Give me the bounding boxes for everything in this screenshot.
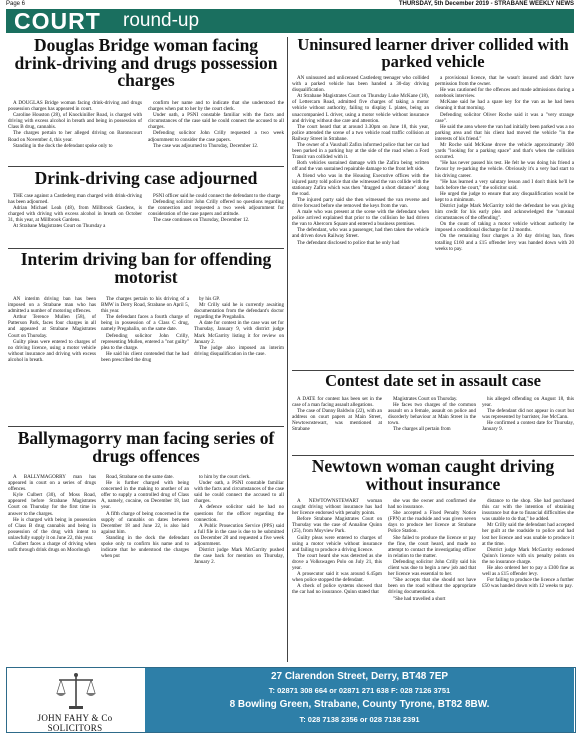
paragraph: "He has never passed his test. He felt he was doing his friend a favour by re-parking the vehicle. Obviously it's a very bad start to his driving career. [435, 160, 574, 179]
story-separator [8, 166, 284, 167]
paragraph: by his GP. [199, 296, 220, 302]
story-interim-col1 [8, 296, 96, 422]
paragraph: The charges pertain to his driving of a BMW in Derry Road, Strabane on April 5, this year. [101, 296, 189, 315]
story-adjourned-col1 [8, 193, 142, 245]
paragraph: A prosecutor said it was around 6.45pm when police stopped the defendant. [292, 571, 382, 584]
paragraph: District judge Mark McGarrity told the defendant he was giving him credit for his early plea and acknowledged the "unusual circumstances of the offending". [435, 202, 574, 222]
phone-derry: T: 02871 308 664 or 02871 271 638 F: 028 7126 3751 [268, 686, 451, 695]
paragraph: Under oath, a PSNI constable familiar with the facts and circumstances of the case said he could connect the accused to all charges. [194, 480, 284, 505]
paragraph: Arthur Terence Mullen (58), of Patterson Park, faces four charges in all and appeared at Strabane Magistrates Court on Thursday. [8, 314, 96, 339]
paragraph: The case continues on Thursday, December 12. [153, 217, 250, 224]
paragraph: A male who was present at the scene with the defendant when police arrived explained that prior to the collision he had driven the van to Abercorn Square and entered a business premises. [292, 209, 429, 228]
paragraph: Kyle Culbert (30), of Moss Road, appeared before Strabane Magistrates Court on Thursday for the first time in answer to the charges. [8, 492, 96, 517]
story-contest-col2 [388, 396, 476, 452]
paragraph: confirm her name and to indicate that she understood the charges when put to her by the court clerk. [148, 100, 284, 113]
headline-ballymagorry: Ballymagorry man facing series of drugs offences [17, 428, 275, 466]
paragraph: Defending solicitor Oliver Roche said it was a "very strange case". [435, 111, 574, 124]
column-divider [287, 37, 288, 662]
story-douglas-col2 [148, 100, 284, 162]
paragraph: He said his client contended that he had been prescribed the drug [101, 350, 189, 363]
paragraph: McKane said he had a spare key for the van as he had been cleaning it that morning. [435, 99, 574, 112]
paragraph: On the count of taking a motor vehicle without authority he imposed a conditional discharge for 12 months. [435, 221, 574, 234]
paragraph: She accepted a Fixed Penalty Notice (FPN) at the roadside and was given seven days to produce her licence at Strabane Police Station. [388, 510, 476, 535]
paragraph: Mr Roche said McKane drove the vehicle approximately 300 yards "looking for a parking space" and that's when the collision occurred. [435, 142, 574, 161]
paragraph: He said the area where the van had initially been parked was a no parking area and that his client had moved the vehicle "in the interests of his friend." [435, 123, 574, 142]
headline-contest: Contest date set in assault case [325, 371, 541, 390]
story-separator [8, 426, 284, 427]
headline-adjourned: Drink-driving case adjourned [34, 168, 258, 188]
paragraph: Culbert faces a charge of driving when unfit through drink drugs on Moorlough [8, 541, 96, 554]
paragraph: Magistrates Court on Thursday. [393, 396, 458, 402]
paragraph: He urged the judge to ensure that any disqualification would be kept to a minimum. [435, 190, 574, 203]
paragraph: At Strabane Magistrates Court on Thursday a [13, 223, 106, 230]
paragraph: Before Strabane Magistrates Court on Thursday was the case of Annaline Quinn (25), from Moyview Park. [292, 516, 382, 535]
scales-of-justice-icon [54, 671, 98, 711]
paragraph: AN interim driving ban has been imposed on a Strabane man who has admitted a number of motoring offences. [8, 296, 96, 315]
headline-newtown: Newtown woman caught driving without insurance [311, 456, 555, 494]
paragraph: PSNI officer said he could connect the defendant to the charge [153, 193, 281, 199]
firm-name: JOHN FAHY & Co SOLICITORS [37, 713, 113, 733]
address-derry: 27 Clarendon Street, Derry, BT48 7EP [270, 671, 449, 682]
paragraph: Guilty pleas were entered to charges of no driving licence, using a motor vehicle without insurance and driving with excess alcohol in breath. [8, 338, 96, 363]
address-strabane: 8 Bowling Green, Strabane, County Tyrone, BT82 8BW. [229, 699, 490, 710]
story-ballymagorry-col2 [101, 474, 189, 660]
paragraph: Under oath, a PSNI constable familiar with the facts and circumstances of the case said he could connect the accused to all charges. [148, 112, 284, 131]
paragraph: The injured party said she then witnessed the van reverse and drive forward before she removed the keys from the van. [292, 196, 429, 209]
paragraph: A date for contest in the case was set for Thursday, January 9, with district judge Mark McGarrity listing it for review on January 2. [194, 320, 284, 345]
date-line: THURSDAY, 5th December 2019 - STRABANE WEEKLY NEWS [398, 1, 574, 7]
paragraph: He also ordered her to pay a £300 fine as well as a £15 offender levy. [482, 565, 574, 578]
paragraph: A DATE for contest has been set in the case of a man facing assault allegations. [292, 396, 382, 409]
story-interim-col2 [101, 296, 189, 422]
paragraph: "She had travelled a short [393, 595, 446, 602]
paragraph: A NEWTOWNSTEWART woman caught driving without insurance has had her licence endorsed with penalty points. [292, 498, 382, 517]
story-newtown-col2 [388, 498, 476, 662]
paragraph: The defendant faces a fourth charge of being in possession of a Class C drug, namely Pregabalin, on the same date. [101, 314, 189, 333]
story-douglas-col1 [8, 100, 142, 162]
paragraph: He is charged with being in possession of Class B drug cannabis and being in possession of the drug with intent to unlawfully supply it on June 22, this year. [8, 516, 96, 541]
paragraph: On the remaining four charges a 30 day driving ban, fines totalling £160 and a £15 offender levy was handed down with 20 weeks to pay. [435, 233, 574, 252]
paragraph: Adrian Michael Leah (48), from Millbrook Gardens, is charged with driving with excess alcohol in breath on October 31, this year, at Millbrook Gardens. [8, 205, 142, 224]
paragraph: distance to the shop. She had purchased this car with the intention of obtaining insurance but due to financial difficulties she was unable to do that," he added. [482, 498, 574, 523]
banner-title: COURT [14, 8, 101, 34]
story-contest-col3 [482, 396, 574, 452]
paragraph: "He has learned a very salutary lesson and I don't think he'll be back before the court," the solicitor said. [435, 178, 574, 191]
paragraph: Defending solicitor John Crilly, representing Mullen, entered a "not guilty" plea to the charge. [101, 332, 189, 351]
story-contest-col1 [292, 396, 382, 452]
paragraph: For failing to produce the licence a further £50 was handed down with 12 weeks to pay. [482, 577, 574, 590]
story-ballymagorry-col3 [194, 474, 284, 660]
paragraph: The judge also imposed an interim driving disqualification in the case. [194, 344, 284, 357]
paragraph: The defendant disclosed to police that he only had [297, 239, 400, 246]
paragraph: He faces two charges of the common assault on a female, assault on police and disorderly behaviour at Main Street in the town. [388, 402, 476, 427]
paragraph: A defence solicitor said he had no questions for the officer regarding the connection. [194, 504, 284, 523]
paragraph: Road, Strabane on the same date. [106, 474, 174, 480]
paragraph: Defending solicitor John Crilly said his client was due to begin a new job and that her licence was essential to her. [388, 558, 476, 578]
paragraph: Standing in the dock the defendant spoke only to [13, 142, 113, 149]
headline-douglas: Douglas Bridge woman facing drink-driving and drugs possession charges [14, 35, 278, 90]
paragraph: Both vehicles sustained damage with the Zafira being written off and the van sustained repairable damage to the front left side. [292, 160, 429, 173]
banner-subtitle: round-up [123, 10, 200, 31]
paragraph: THE case against a Castlederg man charged with drink-driving has been adjourned. [8, 193, 142, 206]
paragraph: The charges all pertain from [393, 426, 451, 433]
paragraph: District judge Mark McGarrity pushed the case back for mention on Thursday, January 2. [194, 547, 284, 566]
story-interim-col3 [194, 296, 284, 422]
paragraph: The defendant did not appear in court but was represented by barrister, Joe McCann. [482, 408, 574, 421]
paragraph: District judge Mark McGarrity endorsed Quinn's licence with six penalty points on the no insurance charge. [482, 546, 574, 565]
paragraph: A DOUGLAS Bridge woman facing drink-driving and drugs possession charges has appeared in court. [8, 100, 142, 113]
paragraph: Caroline Houston (28), of Knockiniller Road, is charged with driving with excess alcohol in breath and being in possession of Class B drug, cannabis. [8, 112, 142, 131]
story-newtown-col1 [292, 498, 382, 662]
paragraph: He is further charged with being concerned in the making to another of an offer to supply a controlled drug of Class A, namely, cocaine, on December 18, last year. [101, 480, 189, 511]
paragraph: He was cautioned for the offences and made admissions during a notebook interview. [435, 87, 574, 100]
paragraph: Mr Crilly said the defendant had accepted her guilt at the roadside to police and had lost her licence and was unable to produce it at the time. [482, 522, 574, 547]
paragraph: Defending solicitor John Crilly requested a two week adjournment to consider the case papers. [148, 130, 284, 143]
paragraph: Mr Crilly said he is currently awaiting documentation from the defendant's doctor regarding the Pregabalin. [194, 302, 284, 321]
paragraph: his alleged offending on August 18, this year. [482, 396, 574, 409]
paragraph: She failed to produce the licence or pay the fine, the court heard, and made no attempt to contact the investigating officer in relation to the matter. [388, 534, 476, 559]
paragraph: Guilty pleas were entered to charges of using a motor vehicle without insurance and failing to produce a driving licence. [292, 534, 382, 553]
paragraph: The charges pertain to her alleged driving on Baronscourt Road on November 4, this year. [8, 130, 142, 143]
paragraph: a provisional licence, that he wasn't insured and didn't have permission from the owner. [435, 75, 574, 88]
paragraph: "She accepts that she should not have been on the road without the appropriate driving documentation. [388, 577, 476, 596]
paragraph: The case of Danny Baldwin (22), with an address on court papers at Main Street, Newtownstewart, was mentioned at Strabane [292, 408, 382, 433]
paragraph: to him by the court clerk. [199, 474, 251, 480]
paragraph: He confirmed a contest date for Thursday, January 9. [482, 420, 574, 433]
paragraph: A check of police systems showed that the car had no insurance. Quinn stated that [292, 583, 382, 596]
paragraph: A fifth charge of being concerned in the supply of cannabis on dates between December 18 and June 22, is also laid against him. [101, 510, 189, 535]
paragraph: Defending solicitor John Crilly offered no questions regarding the connection and requested a two week adjournment for consideration of the case papers and attitude. [148, 199, 284, 218]
paragraph: A friend who was in the Housing Executive offices with the injured party told police that she witnessed the van collide with the stationary Zafira which was then "dragged a short distance" along the road. [292, 172, 429, 197]
paragraph: The defendant, who was a passenger, had then taken the vehicle and driven down Railway Street. [292, 227, 429, 240]
paragraph: The court heard that at around 3.30pm on June 18, this year, police attended the scene of a two vehicle road traffic collision at Railway Street in Strabane. [292, 123, 429, 142]
paragraph: At Strabane Magistrates Court on Thursday Luke McKane (18), of Lettercarn Road, admitted five charges of taking a motor vehicle without authority, failing to display L plates, being an unaccompanied L driver, using a motor vehicle without insurance and driving without due care and attention. [292, 93, 429, 124]
story-learner-col1 [292, 75, 429, 367]
paragraph: AN uninsured and unlicensed Castlederg teenager who collided with a parked vehicle has been handed a 30-day driving disqualification. [292, 75, 429, 94]
paragraph: The case was adjourned to Thursday, December 12. [153, 142, 259, 149]
story-newtown-col3 [482, 498, 574, 662]
page-number: Page 6 [6, 1, 26, 7]
headline-learner: Uninsured learner driver collided with parked vehicle [297, 35, 569, 71]
paragraph: A Public Prosecution Service (PPS) said a full file in the case is due to be submitted on December 20 and requested a five week adjournment. [194, 522, 284, 548]
story-ballymagorry-col1 [8, 474, 96, 660]
paragraph: she was the owner and confirmed she had no insurance. [388, 498, 476, 511]
paragraph: The owner of a Vauxhall Zafira informed police that her car had been parked in a parking bay at the side of the road when a Ford Transit van collided with it. [292, 142, 429, 161]
story-adjourned-col2 [148, 193, 284, 245]
phone-strabane: T: 028 7138 2356 or 028 7138 2391 [299, 715, 420, 724]
paragraph: The court heard she was detected as she drove a Volkswagen Polo on July 21, this year. [292, 552, 382, 572]
story-learner-col2 [435, 75, 574, 367]
headline-interim: Interim driving ban for offending motorist [20, 249, 272, 287]
paragraph: Standing in the dock the defendant spoke only to confirm his name and to indicate that he understood the charges when put [101, 534, 189, 560]
paragraph: A BALLYMAGORRY man has appeared in court on a series of drugs offences. [8, 474, 96, 493]
